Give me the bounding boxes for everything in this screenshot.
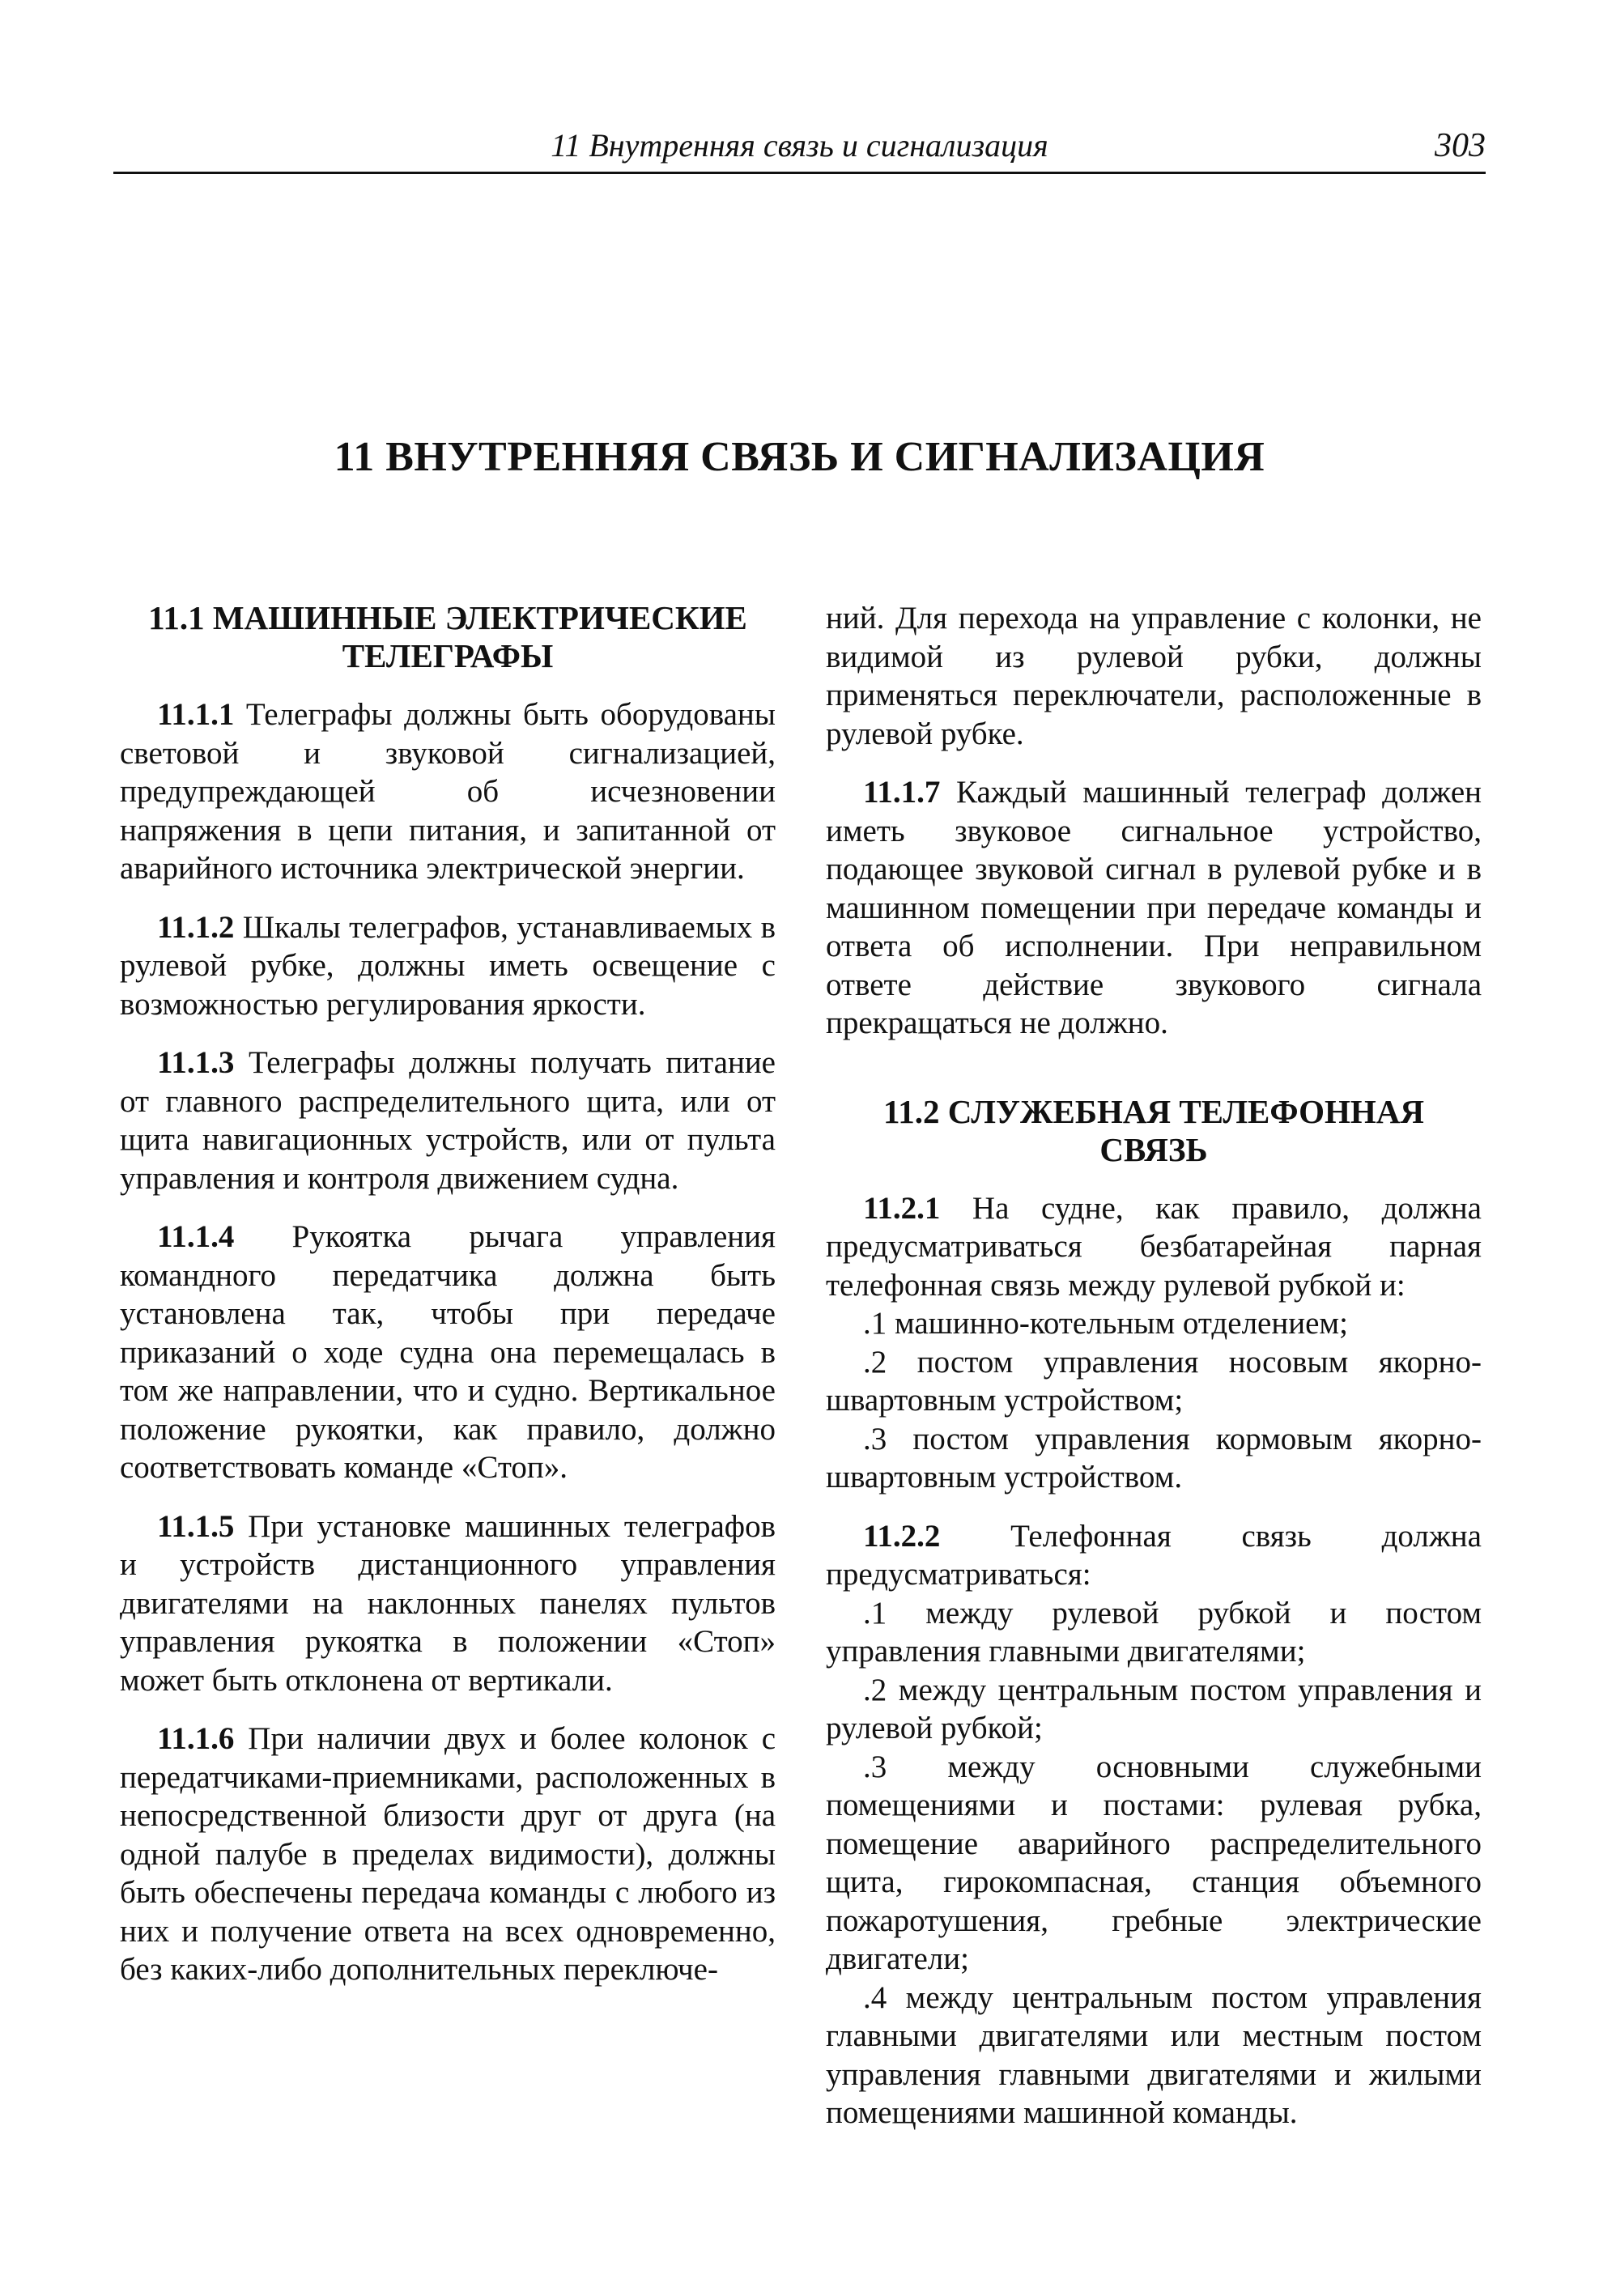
- item-number: .1: [863, 1306, 887, 1341]
- clause-number: 11.2.1: [863, 1190, 941, 1226]
- clause-number: 11.2.2: [863, 1518, 941, 1554]
- paragraph-11-1-6: [120, 1720, 776, 1989]
- item-text: между центральным постом управления и рулевой рубкой;: [826, 1672, 1482, 1745]
- clause-number: 11.1.2: [157, 909, 235, 945]
- clause-text: Шкалы телеграфов, устанавливаемых в рулевой рубке, должны иметь освещение с возможностью регулирования яркости.: [120, 909, 776, 1022]
- clause-text: Телефонная связь должна предусматриваться:: [826, 1518, 1482, 1592]
- section-heading-11-1: 11.1 МАШИННЫЕ ЭЛЕКТРИЧЕСКИЕ ТЕЛЕГРАФЫ: [148, 599, 747, 674]
- running-title: 11 Внутренняя связь и сигнализация: [551, 127, 1048, 164]
- clause-text: При установке машинных телеграфов и устройств дистанционного управления двигателями на наклонных панелях пультов управления рукоятка в положении «Стоп» может быть отклонена от вертикали.: [120, 1508, 776, 1698]
- item-number: .1: [863, 1595, 887, 1631]
- list-item: [826, 1671, 1482, 1748]
- clause-number: 11.1.7: [863, 775, 941, 810]
- list-item: [826, 1304, 1482, 1343]
- item-number: .2: [863, 1344, 887, 1380]
- item-text: постом управления кормовым якорно-швартовным устройством.: [826, 1421, 1482, 1495]
- list-item: [826, 1979, 1482, 2132]
- clause-text: На судне, как правило, должна предусматриваться безбатарейная парная телефонная связь между рулевой рубкой и:: [826, 1190, 1482, 1303]
- paragraph-11-1-7: [826, 773, 1482, 1043]
- right-column: [826, 599, 1482, 2132]
- clause-text: При наличии двух и более колонок с передатчиками-приемниками, расположенных в непосредственной близости друг от друга (на одной палубе в пределах видимости), должны быть обеспечены передача команды с любого из них и получение ответа на всех одновременно, без каких-либо дополнительных переключе-: [120, 1721, 776, 1987]
- page-number: 303: [1435, 127, 1486, 164]
- clause-text: Каждый машинный телеграф должен иметь звуковое сигнальное устройство, подающее звуковой сигнал в рулевой рубке и в машинном помещении при передаче команды и ответа об исполнении. При неправильном ответе действие звукового сигнала прекращаться не должно.: [826, 775, 1482, 1040]
- clause-text: Телеграфы должны быть оборудованы световой и звуковой сигнализацией, предупреждающей об исчезновении напряжения в цепи питания, и запитанной от аварийного источника электрической энергии.: [120, 697, 776, 886]
- list-item: [826, 1594, 1482, 1671]
- item-number: .2: [863, 1672, 887, 1707]
- item-number: .3: [863, 1421, 887, 1456]
- item-text: между рулевой рубкой и постом управления главными двигателями;: [826, 1595, 1482, 1669]
- clause-number: 11.1.1: [157, 697, 235, 732]
- chapter-title: 11 ВНУТРЕННЯЯ СВЯЗЬ И СИГНАЛИЗАЦИЯ: [334, 434, 1265, 480]
- list-item: [826, 1343, 1482, 1420]
- clause-text: Телеграфы должны получать питание от главного распределительного щита, или от щита навигационных устройств, или от пульта управления и контроля движением судна.: [120, 1045, 776, 1196]
- paragraph-11-1-4: [120, 1218, 776, 1487]
- list-item: [826, 1420, 1482, 1497]
- item-number: .4: [863, 1979, 887, 2015]
- item-number: .3: [863, 1749, 887, 1784]
- running-header: [113, 121, 1486, 174]
- item-text: между основными служебными помещениями и постами: рулевая рубка, помещение аварийного распределительного щита, гирокомпасная, станция объемного пожаротушения, гребные электрические двигатели;: [826, 1749, 1482, 1976]
- paragraph-11-2-2: [826, 1517, 1482, 1594]
- clause-text: Рукоятка рычага управления командного передатчика должна быть установлена так, чтобы при передаче приказаний о ходе судна она перемещалась в том же направлении, что и судно. Вертикальное положение рукоятки, как правило, должно соответствовать команде «Стоп».: [120, 1219, 776, 1485]
- section-heading-11-2: 11.2 СЛУЖЕБНАЯ ТЕЛЕФОННАЯ СВЯЗЬ: [883, 1092, 1424, 1168]
- paragraph-11-1-3: [120, 1044, 776, 1197]
- left-column: [120, 599, 776, 1989]
- clause-number: 11.1.3: [157, 1045, 235, 1080]
- clause-number: 11.1.5: [157, 1508, 235, 1544]
- paragraph-11-1-6-continued: ний. Для перехода на управление с колонки, не видимой из рулевой рубки, должны применяться переключатели, расположенные в рулевой рубке.: [826, 601, 1482, 751]
- item-text: постом управления носовым якорно-швартовным устройством;: [826, 1344, 1482, 1418]
- list-item: [826, 1748, 1482, 1979]
- paragraph-11-1-2: [120, 908, 776, 1024]
- clause-number: 11.1.4: [157, 1219, 235, 1254]
- item-text: между центральным постом управления главными двигателями или местным постом управления главными двигателями и жилыми помещениями машинной команды.: [826, 1979, 1482, 2130]
- clause-number: 11.1.6: [157, 1721, 235, 1756]
- paragraph-11-1-5: [120, 1507, 776, 1700]
- paragraph-11-1-1: [120, 695, 776, 888]
- item-text: машинно-котельным отделением;: [887, 1306, 1348, 1341]
- paragraph-11-2-1: [826, 1189, 1482, 1305]
